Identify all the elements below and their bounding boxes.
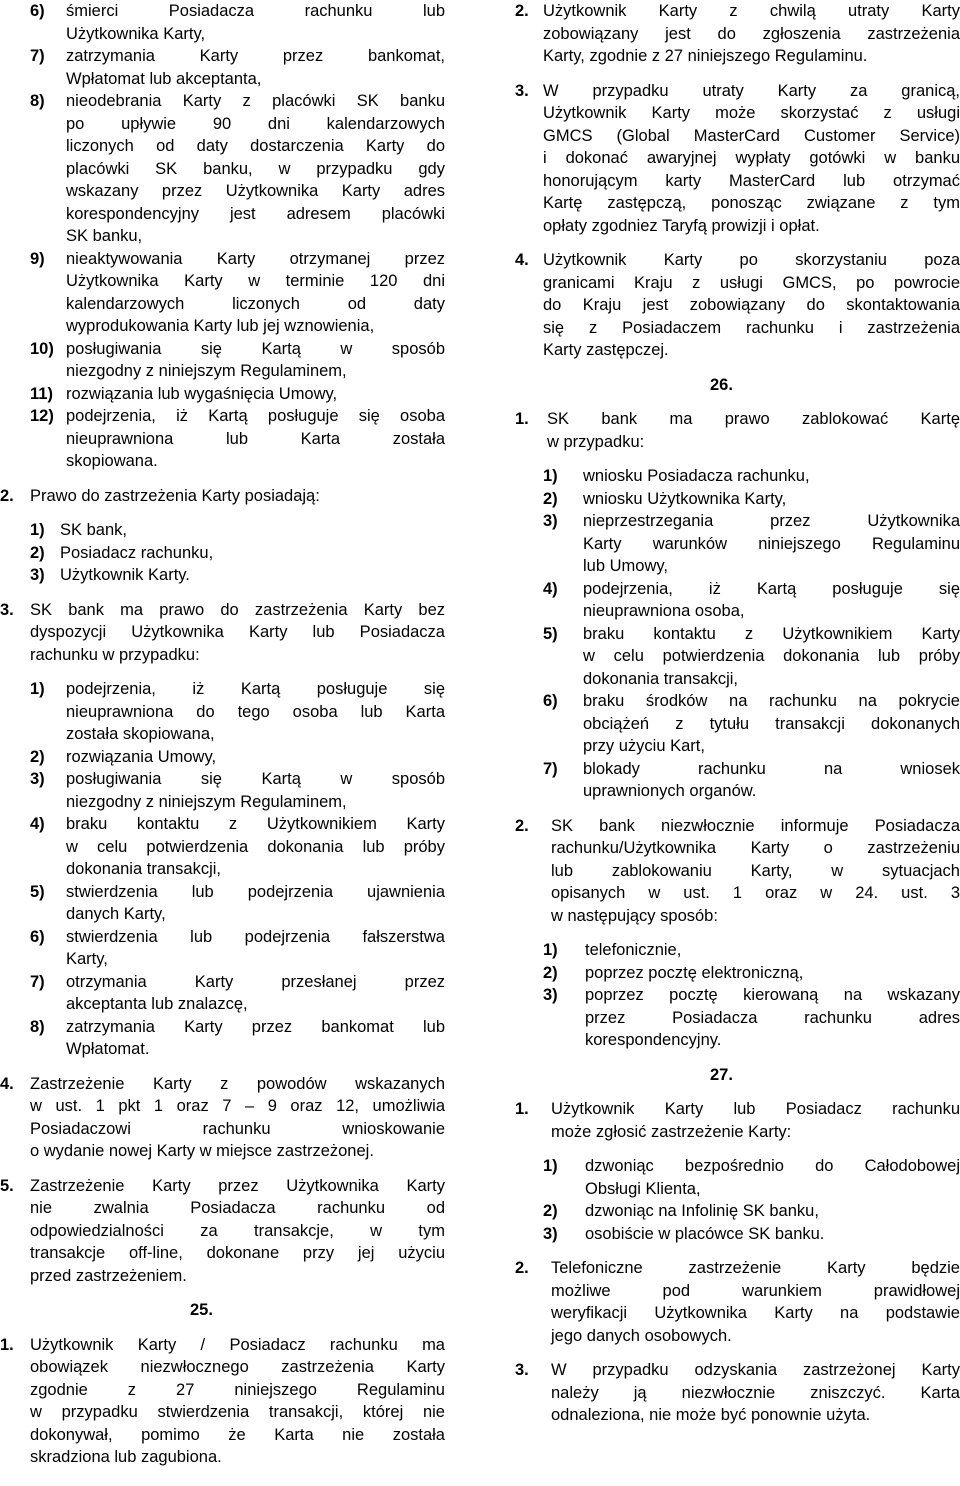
item-number: 6) bbox=[30, 927, 45, 946]
item-number: 10) bbox=[30, 339, 54, 358]
text-line: Użytkownik Karty / Posiadacz rachunku ma bbox=[30, 1335, 445, 1354]
text-line: dyspozycji Użytkownika Karty lub Posiadacza bbox=[30, 623, 445, 641]
text-line: wyprodukowania Karty lub jej wznowienia, bbox=[66, 317, 375, 335]
text-line: nieuprawniona lub Karta została bbox=[66, 429, 445, 448]
item-number: 2. bbox=[515, 1259, 529, 1277]
item-number: 7) bbox=[30, 47, 45, 65]
text-line: Zastrzeżenie Karty z powodów wskazanych bbox=[30, 1074, 445, 1093]
item-number: 2) bbox=[543, 1202, 558, 1220]
text-line: wniosku Użytkownika Karty, bbox=[583, 489, 787, 508]
item-number: 1. bbox=[515, 410, 529, 428]
text-line: lub Umowy, bbox=[583, 557, 668, 575]
item-number: 4) bbox=[30, 815, 45, 833]
section-heading: 25. bbox=[190, 1301, 213, 1319]
section-heading: 26. bbox=[710, 375, 733, 394]
text-line: weryfikacji Użytkownika Karty na podstawie bbox=[551, 1304, 960, 1322]
text-line: Użytkownik Karty może skorzystać z usługi bbox=[543, 104, 960, 122]
text-line: zobowiązany jest do zgłoszenia zastrzeżenia bbox=[543, 24, 960, 43]
item-number: 1) bbox=[543, 1157, 558, 1175]
text-line: nieaktywowania Karty otrzymanej przez bbox=[66, 249, 445, 268]
text-line: Telefoniczne zastrzeżenie Karty będzie bbox=[551, 1259, 960, 1277]
text-line: przy użyciu Kart, bbox=[583, 737, 705, 755]
section-heading: 27. bbox=[710, 1065, 733, 1084]
text-line: odnaleziona, nie może być ponownie użyta. bbox=[551, 1406, 871, 1424]
text-line: SK bank ma prawo zablokować Kartę bbox=[547, 410, 960, 428]
text-line: Karty, bbox=[66, 950, 108, 968]
text-line: akceptanta lub znalazcę, bbox=[66, 995, 248, 1013]
text-line: do Kraju jest zobowiązany do skontaktowania bbox=[543, 296, 960, 314]
text-line: Karty zastępczej. bbox=[543, 341, 669, 359]
text-line: może zgłosić zastrzeżenie Karty: bbox=[551, 1122, 792, 1141]
text-line: Posiadacz rachunku, bbox=[60, 543, 214, 562]
item-number: 5) bbox=[543, 624, 558, 643]
text-line: podejrzenia, iż Kartą posługuje się bbox=[66, 680, 445, 698]
text-line: należy ją niezwłocznie zniszczyć. Karta bbox=[551, 1383, 960, 1402]
text-line: po upływie 90 dni kalendarzowych bbox=[66, 114, 445, 133]
text-line: w celu potwierdzenia dokonania lub próby bbox=[583, 647, 960, 665]
text-line: transakcje off-line, dokonane przy jej użyciu bbox=[30, 1244, 445, 1262]
text-line: korespondencyjny. bbox=[585, 1031, 722, 1049]
text-line: Użytkownik Karty lub Posiadacz rachunku bbox=[551, 1100, 960, 1118]
text-line: poprzez pocztę elektroniczną, bbox=[585, 963, 804, 982]
text-line: GMCS (Global MasterCard Customer Service) bbox=[543, 126, 960, 145]
text-line: kalendarzowych liczonych od daty bbox=[66, 294, 445, 313]
text-line: w ust. 1 pkt 1 oraz 7 – 9 oraz 12, umożliwia bbox=[30, 1097, 445, 1115]
text-line: jego danych osobowych. bbox=[551, 1326, 732, 1345]
text-line: Wpłatomat. bbox=[66, 1040, 150, 1058]
text-line: Obsługi Klienta, bbox=[585, 1179, 701, 1198]
item-number: 1. bbox=[0, 1335, 14, 1354]
text-line: dokonania transakcji, bbox=[66, 860, 222, 878]
text-line: podejrzenia, iż Kartą posługuje się osoba bbox=[66, 407, 445, 425]
text-line: korespondencyjny jest adresem placówki bbox=[66, 204, 445, 223]
text-line: Użytkownik Karty po skorzystaniu poza bbox=[543, 251, 960, 269]
text-line: Wpłatomat lub akceptanta, bbox=[66, 69, 262, 88]
text-line: wskazany przez Użytkownika Karty adres bbox=[66, 182, 445, 200]
text-line: opłaty zgodniez Taryfą prowizji i opłat. bbox=[543, 216, 820, 235]
item-number: 3. bbox=[0, 600, 14, 619]
text-line: W przypadku odzyskania zastrzeżonej Karty bbox=[551, 1361, 960, 1379]
item-number: 3) bbox=[30, 566, 45, 584]
text-line: Użytkownika Karty, bbox=[66, 24, 206, 43]
text-line: śmierci Posiadacza rachunku lub bbox=[66, 2, 445, 20]
item-number: 3. bbox=[515, 1361, 529, 1379]
text-line: nieuprawniona osoba, bbox=[583, 602, 745, 620]
text-line: została skopiowana, bbox=[66, 725, 215, 743]
item-number: 8) bbox=[30, 1017, 45, 1036]
text-line: stwierdzenia lub podejrzenia fałszerstwa bbox=[66, 927, 445, 946]
text-line: liczonych od daty dostarczenia Karty do bbox=[66, 137, 445, 155]
text-line: poprzez pocztę kierowaną na wskazany bbox=[585, 986, 960, 1004]
text-line: w celu potwierdzenia dokonania lub próby bbox=[66, 837, 445, 856]
text-line: rachunku w przypadku: bbox=[30, 645, 200, 664]
text-line: Zastrzeżenie Karty przez Użytkownika Karty bbox=[30, 1176, 445, 1195]
item-number: 2) bbox=[30, 543, 45, 562]
text-line: podejrzenia, iż Kartą posługuje się bbox=[583, 579, 960, 598]
text-line: dzwoniąc bezpośrednio do Całodobowej bbox=[585, 1157, 960, 1175]
item-number: 12) bbox=[30, 407, 54, 425]
text-line: zatrzymania Karty przez bankomat lub bbox=[66, 1017, 445, 1036]
text-line: osobiście w placówce SK banku. bbox=[585, 1224, 825, 1243]
item-number: 6) bbox=[30, 2, 45, 20]
item-number: 3) bbox=[543, 1224, 558, 1243]
text-line: telefonicznie, bbox=[585, 941, 682, 959]
text-line: danych Karty, bbox=[66, 905, 166, 923]
text-line: w następujący sposób: bbox=[551, 906, 718, 925]
item-number: 2) bbox=[30, 747, 45, 766]
item-number: 3) bbox=[543, 512, 558, 530]
item-number: 3) bbox=[30, 770, 45, 788]
text-line: Karty warunków niniejszego Regulaminu bbox=[583, 534, 960, 553]
text-line: Prawo do zastrzeżenia Karty posiadają: bbox=[30, 486, 320, 505]
text-line: Użytkownik Karty. bbox=[60, 566, 190, 584]
text-line: w przypadku: bbox=[547, 432, 645, 451]
text-line: niezgodny z niniejszym Regulaminem, bbox=[66, 792, 347, 811]
text-line: dokonania transakcji, bbox=[583, 669, 739, 688]
text-line: blokady rachunku na wniosek bbox=[583, 759, 960, 778]
text-line: skradziona lub zagubiona. bbox=[30, 1448, 222, 1466]
item-number: 1) bbox=[543, 941, 558, 959]
text-line: wniosku Posiadacza rachunku, bbox=[583, 467, 810, 485]
text-line: nieprzestrzegania przez Użytkownika bbox=[583, 512, 960, 530]
item-number: 6) bbox=[543, 692, 558, 710]
item-number: 3. bbox=[515, 81, 529, 100]
item-number: 2. bbox=[515, 2, 529, 20]
text-line: dokonywał, pomimo że Karta nie została bbox=[30, 1425, 445, 1444]
text-line: opisanych w ust. 1 oraz w 24. ust. 3 bbox=[551, 884, 960, 902]
text-line: Posiadaczowi rachunku wnioskowanie bbox=[30, 1119, 445, 1138]
item-number: 2. bbox=[515, 816, 529, 835]
text-line: W przypadku utraty Karty za granicą, bbox=[543, 81, 960, 100]
text-line: o wydanie nowej Karty w miejsce zastrzeżonej. bbox=[30, 1142, 374, 1160]
item-number: 2) bbox=[543, 963, 558, 982]
item-number: 2) bbox=[543, 489, 558, 508]
text-line: posługiwania się Kartą w sposób bbox=[66, 339, 445, 358]
text-line: się z Posiadaczem rachunku i zastrzeżenia bbox=[543, 318, 960, 337]
item-number: 4. bbox=[515, 251, 529, 269]
text-line: skopiowana. bbox=[66, 452, 158, 470]
text-line: otrzymania Karty przesłanej przez bbox=[66, 972, 445, 991]
text-line: lub zablokowaniu Karty, w sytuacjach bbox=[551, 861, 960, 880]
text-line: braku środków na rachunku na pokrycie bbox=[583, 692, 960, 710]
text-line: i dokonać awaryjnej wypłaty gotówki w banku bbox=[543, 149, 960, 167]
text-line: stwierdzenia lub podejrzenia ujawnienia bbox=[66, 882, 445, 901]
text-line: odpowiedzialności za transakcje, w tym bbox=[30, 1221, 445, 1240]
text-line: nieodebrania Karty z placówki SK banku bbox=[66, 92, 445, 110]
item-number: 8) bbox=[30, 92, 45, 110]
item-number: 7) bbox=[30, 972, 45, 991]
text-line: SK bank ma prawo do zastrzeżenia Karty bez bbox=[30, 600, 445, 619]
text-line: SK banku, bbox=[66, 227, 143, 245]
text-line: rachunku/Użytkownika Karty o zastrzeżeniu bbox=[551, 839, 960, 857]
item-number: 1. bbox=[515, 1100, 529, 1118]
text-line: Kartę zastępczą, ponosząc związane z tym bbox=[543, 194, 960, 212]
item-number: 5. bbox=[0, 1176, 14, 1195]
text-line: SK bank niezwłocznie informuje Posiadacza bbox=[551, 816, 960, 835]
item-number: 1) bbox=[543, 467, 558, 485]
text-line: przez Posiadacza rachunku adres bbox=[585, 1008, 960, 1027]
text-line: honorującym karty MasterCard lub otrzymać bbox=[543, 171, 960, 190]
text-line: Użytkownik Karty z chwilą utraty Karty bbox=[543, 2, 960, 20]
item-number: 4) bbox=[543, 579, 558, 598]
item-number: 1) bbox=[30, 521, 45, 539]
text-line: obciążeń z tytułu transakcji dokonanych bbox=[583, 714, 960, 733]
text-line: Użytkownika Karty w terminie 120 dni bbox=[66, 272, 445, 290]
text-line: SK bank, bbox=[60, 521, 127, 539]
text-line: obowiązek niezwłocznego zastrzeżenia Karty bbox=[30, 1358, 445, 1376]
text-line: niezgodny z niniejszym Regulaminem, bbox=[66, 362, 347, 380]
text-line: przed zastrzeżeniem. bbox=[30, 1266, 187, 1285]
text-line: zgodnie z 27 niniejszego Regulaminu bbox=[30, 1380, 445, 1399]
text-line: braku kontaktu z Użytkownikiem Karty bbox=[583, 624, 960, 643]
item-number: 5) bbox=[30, 882, 45, 901]
text-line: braku kontaktu z Użytkownikiem Karty bbox=[66, 815, 445, 833]
item-number: 11) bbox=[30, 384, 53, 403]
text-line: nie zwalnia Posiadacza rachunku od bbox=[30, 1199, 445, 1217]
item-number: 2. bbox=[0, 486, 14, 505]
text-line: nieuprawniona do tego osoba lub Karta bbox=[66, 702, 445, 721]
text-line: uprawnionych organów. bbox=[583, 782, 757, 800]
text-line: placówki SK banku, w przypadku gdy bbox=[66, 159, 445, 178]
item-number: 3) bbox=[543, 986, 558, 1004]
item-number: 9) bbox=[30, 249, 45, 268]
item-number: 7) bbox=[543, 759, 558, 778]
text-line: granicami Kraju z usługi GMCS, po powrocie bbox=[543, 273, 960, 292]
text-line: dzwoniąc na Infolinię SK banku, bbox=[585, 1202, 819, 1220]
text-line: Karty, zgodnie z 27 niniejszego Regulaminu. bbox=[543, 47, 868, 65]
text-line: posługiwania się Kartą w sposób bbox=[66, 770, 445, 788]
text-line: w przypadku stwierdzenia transakcji, której nie bbox=[30, 1403, 445, 1421]
text-line: rozwiązania Umowy, bbox=[66, 747, 217, 766]
item-number: 1) bbox=[30, 680, 45, 698]
text-line: możliwe pod warunkiem prawidłowej bbox=[551, 1281, 960, 1300]
item-number: 4. bbox=[0, 1074, 14, 1093]
text-line: zatrzymania Karty przez bankomat, bbox=[66, 47, 445, 65]
text-line: rozwiązania lub wygaśnięcia Umowy, bbox=[66, 384, 338, 403]
